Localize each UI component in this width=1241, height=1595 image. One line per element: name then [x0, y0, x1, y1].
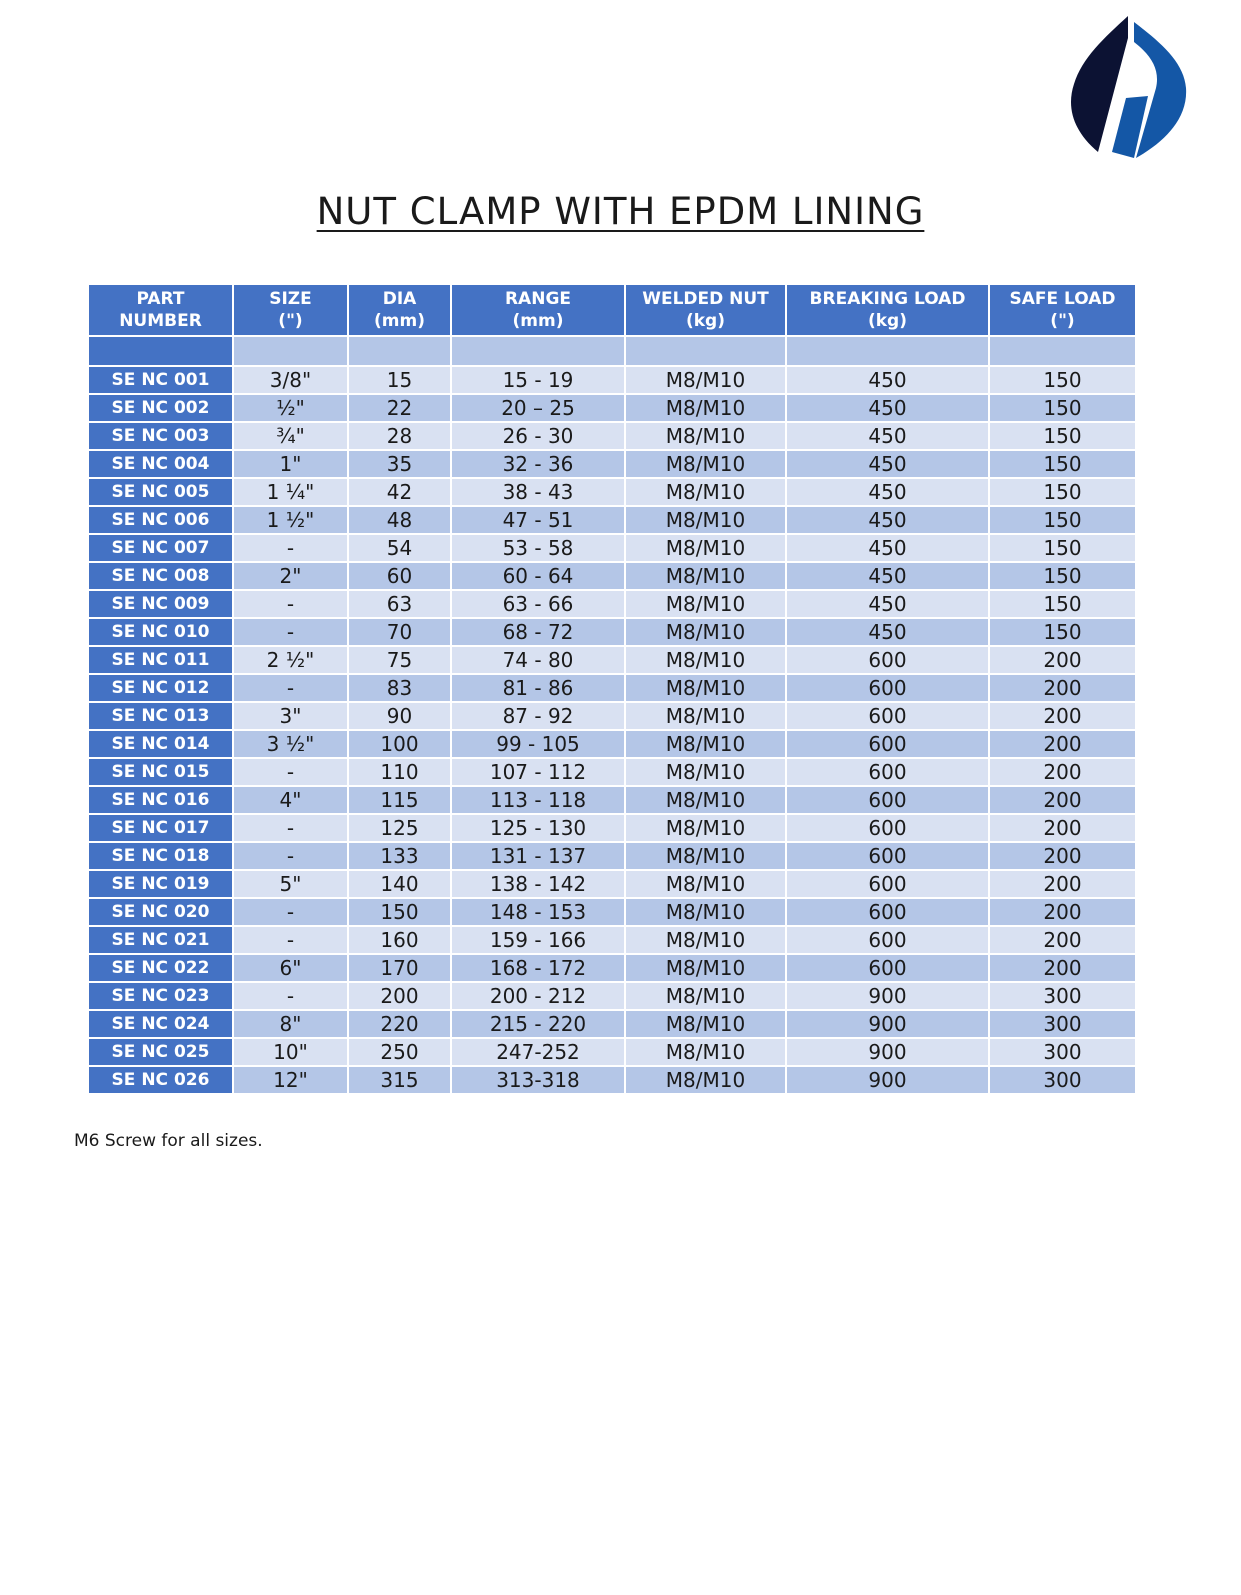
part-number-cell: SE NC 016	[88, 786, 233, 814]
part-number-cell: SE NC 004	[88, 450, 233, 478]
breaking-load-cell: 600	[786, 870, 989, 898]
table-row	[88, 702, 1136, 730]
table-row	[88, 786, 1136, 814]
breaking-load-cell: 600	[786, 842, 989, 870]
table-row	[88, 450, 1136, 478]
safe-load-cell: 200	[989, 758, 1136, 786]
breaking-load-cell: 450	[786, 590, 989, 618]
dia-cell: 42	[348, 478, 451, 506]
part-number-cell: SE NC 020	[88, 898, 233, 926]
dia-cell: 63	[348, 590, 451, 618]
column-header-line1: RANGE	[504, 289, 572, 309]
safe-load-cell: 150	[989, 478, 1136, 506]
column-header-line2: (mm)	[374, 311, 425, 331]
safe-load-cell: 150	[989, 422, 1136, 450]
table-row	[88, 674, 1136, 702]
welded-nut-cell: M8/M10	[625, 842, 786, 870]
column-header-line1: SIZE	[269, 289, 312, 309]
welded-nut-cell: M8/M10	[625, 618, 786, 646]
welded-nut-cell: M8/M10	[625, 674, 786, 702]
breaking-load-cell: 600	[786, 926, 989, 954]
dia-cell: 15	[348, 366, 451, 394]
safe-load-cell: 300	[989, 982, 1136, 1010]
dia-cell: 90	[348, 702, 451, 730]
welded-nut-cell: M8/M10	[625, 366, 786, 394]
size-cell: -	[233, 842, 348, 870]
part-number-cell: SE NC 013	[88, 702, 233, 730]
part-number-cell: SE NC 017	[88, 814, 233, 842]
range-cell: 200 - 212	[451, 982, 625, 1010]
dia-cell: 22	[348, 394, 451, 422]
breaking-load-cell: 450	[786, 366, 989, 394]
range-cell: 68 - 72	[451, 618, 625, 646]
welded-nut-cell: M8/M10	[625, 1038, 786, 1066]
welded-nut-cell: M8/M10	[625, 870, 786, 898]
size-cell: 2"	[233, 562, 348, 590]
dia-cell: 315	[348, 1066, 451, 1094]
dia-cell: 133	[348, 842, 451, 870]
table-row	[88, 534, 1136, 562]
breaking-load-cell: 450	[786, 562, 989, 590]
welded-nut-cell: M8/M10	[625, 1066, 786, 1094]
table-row	[88, 366, 1136, 394]
column-header	[625, 284, 786, 336]
size-cell: 10"	[233, 1038, 348, 1066]
welded-nut-cell: M8/M10	[625, 786, 786, 814]
size-cell: ½"	[233, 394, 348, 422]
breaking-load-cell: 600	[786, 898, 989, 926]
table-row	[88, 590, 1136, 618]
table-row	[88, 394, 1136, 422]
dia-cell: 115	[348, 786, 451, 814]
safe-load-cell: 150	[989, 562, 1136, 590]
part-number-cell: SE NC 024	[88, 1010, 233, 1038]
breaking-load-cell: 600	[786, 674, 989, 702]
table-header-row	[88, 284, 1136, 336]
dia-cell: 48	[348, 506, 451, 534]
size-cell: 8"	[233, 1010, 348, 1038]
table-row	[88, 1010, 1136, 1038]
column-header-line2: (")	[278, 311, 303, 331]
range-cell: 26 - 30	[451, 422, 625, 450]
size-cell: 1 ¼"	[233, 478, 348, 506]
table-row	[88, 506, 1136, 534]
range-cell: 81 - 86	[451, 674, 625, 702]
safe-load-cell: 300	[989, 1038, 1136, 1066]
welded-nut-cell: M8/M10	[625, 702, 786, 730]
range-cell: 107 - 112	[451, 758, 625, 786]
breaking-load-cell: 600	[786, 758, 989, 786]
range-cell: 87 - 92	[451, 702, 625, 730]
safe-load-cell: 150	[989, 506, 1136, 534]
range-cell: 63 - 66	[451, 590, 625, 618]
dia-cell: 220	[348, 1010, 451, 1038]
part-number-cell: SE NC 007	[88, 534, 233, 562]
safe-load-cell: 200	[989, 814, 1136, 842]
range-cell: 15 - 19	[451, 366, 625, 394]
breaking-load-cell: 600	[786, 954, 989, 982]
table-row	[88, 478, 1136, 506]
part-number-cell: SE NC 022	[88, 954, 233, 982]
table-row	[88, 758, 1136, 786]
size-cell: -	[233, 590, 348, 618]
welded-nut-cell: M8/M10	[625, 758, 786, 786]
breaking-load-cell: 450	[786, 450, 989, 478]
breaking-load-cell: 900	[786, 1038, 989, 1066]
safe-load-cell: 300	[989, 1066, 1136, 1094]
part-number-cell: SE NC 002	[88, 394, 233, 422]
range-cell: 53 - 58	[451, 534, 625, 562]
dia-cell: 83	[348, 674, 451, 702]
table-row	[88, 954, 1136, 982]
part-number-cell: SE NC 003	[88, 422, 233, 450]
welded-nut-cell: M8/M10	[625, 422, 786, 450]
table-row	[88, 814, 1136, 842]
welded-nut-cell: M8/M10	[625, 814, 786, 842]
range-cell: 99 - 105	[451, 730, 625, 758]
dia-cell: 160	[348, 926, 451, 954]
size-cell: -	[233, 618, 348, 646]
size-cell: -	[233, 982, 348, 1010]
size-cell: ¾"	[233, 422, 348, 450]
column-header-line2: (kg)	[867, 311, 907, 331]
dia-cell: 35	[348, 450, 451, 478]
safe-load-cell: 150	[989, 590, 1136, 618]
range-cell: 74 - 80	[451, 646, 625, 674]
safe-load-cell: 150	[989, 534, 1136, 562]
part-number-cell: SE NC 008	[88, 562, 233, 590]
column-header-line2: (mm)	[512, 311, 564, 331]
breaking-load-cell: 450	[786, 618, 989, 646]
range-cell: 113 - 118	[451, 786, 625, 814]
column-header-line1: PART	[136, 289, 185, 309]
footnote: M6 Screw for all sizes.	[74, 1131, 263, 1151]
part-number-cell: SE NC 012	[88, 674, 233, 702]
welded-nut-cell: M8/M10	[625, 590, 786, 618]
welded-nut-cell: M8/M10	[625, 506, 786, 534]
size-cell: -	[233, 534, 348, 562]
range-cell: 159 - 166	[451, 926, 625, 954]
table-row	[88, 1066, 1136, 1094]
column-header-line1: WELDED NUT	[642, 289, 769, 309]
range-cell: 168 - 172	[451, 954, 625, 982]
size-cell: 1"	[233, 450, 348, 478]
column-header	[88, 284, 233, 336]
welded-nut-cell: M8/M10	[625, 450, 786, 478]
dia-cell: 140	[348, 870, 451, 898]
size-cell: -	[233, 674, 348, 702]
safe-load-cell: 200	[989, 954, 1136, 982]
table-row	[88, 422, 1136, 450]
dia-cell: 125	[348, 814, 451, 842]
welded-nut-cell: M8/M10	[625, 1010, 786, 1038]
safe-load-cell: 150	[989, 618, 1136, 646]
welded-nut-cell: M8/M10	[625, 478, 786, 506]
breaking-load-cell: 600	[786, 646, 989, 674]
breaking-load-cell: 600	[786, 786, 989, 814]
range-cell: 215 - 220	[451, 1010, 625, 1038]
welded-nut-cell: M8/M10	[625, 730, 786, 758]
range-cell: 20 – 25	[451, 394, 625, 422]
part-number-cell: SE NC 009	[88, 590, 233, 618]
table-row	[88, 618, 1136, 646]
welded-nut-cell: M8/M10	[625, 394, 786, 422]
size-cell: 12"	[233, 1066, 348, 1094]
breaking-load-cell: 450	[786, 394, 989, 422]
breaking-load-cell: 900	[786, 1010, 989, 1038]
safe-load-cell: 200	[989, 702, 1136, 730]
dia-cell: 28	[348, 422, 451, 450]
table-row	[88, 646, 1136, 674]
dia-cell: 60	[348, 562, 451, 590]
range-cell: 32 - 36	[451, 450, 625, 478]
breaking-load-cell: 450	[786, 534, 989, 562]
safe-load-cell: 200	[989, 926, 1136, 954]
dia-cell: 75	[348, 646, 451, 674]
dia-cell: 250	[348, 1038, 451, 1066]
dia-cell: 70	[348, 618, 451, 646]
part-number-cell: SE NC 026	[88, 1066, 233, 1094]
safe-load-cell: 200	[989, 898, 1136, 926]
page-title: NUT CLAMP WITH EPDM LINING	[316, 190, 925, 233]
table-spacer-row	[88, 336, 1136, 366]
size-cell: -	[233, 926, 348, 954]
spec-table	[87, 283, 1137, 1095]
size-cell: -	[233, 758, 348, 786]
breaking-load-cell: 450	[786, 422, 989, 450]
column-header-line1: DIA	[382, 289, 417, 309]
size-cell: 5"	[233, 870, 348, 898]
table-row	[88, 562, 1136, 590]
size-cell: 3/8"	[233, 366, 348, 394]
dia-cell: 170	[348, 954, 451, 982]
range-cell: 125 - 130	[451, 814, 625, 842]
safe-load-cell: 200	[989, 730, 1136, 758]
size-cell: 3 ½"	[233, 730, 348, 758]
dia-cell: 110	[348, 758, 451, 786]
part-number-cell: SE NC 018	[88, 842, 233, 870]
range-cell: 131 - 137	[451, 842, 625, 870]
part-number-cell: SE NC 011	[88, 646, 233, 674]
dia-cell: 100	[348, 730, 451, 758]
column-header-line1: BREAKING LOAD	[809, 289, 966, 309]
part-number-cell: SE NC 015	[88, 758, 233, 786]
breaking-load-cell: 450	[786, 478, 989, 506]
column-header	[451, 284, 625, 336]
table-row	[88, 842, 1136, 870]
welded-nut-cell: M8/M10	[625, 562, 786, 590]
range-cell: 247-252	[451, 1038, 625, 1066]
part-number-cell: SE NC 001	[88, 366, 233, 394]
safe-load-cell: 150	[989, 366, 1136, 394]
table-row	[88, 898, 1136, 926]
range-cell: 47 - 51	[451, 506, 625, 534]
size-cell: -	[233, 814, 348, 842]
safe-load-cell: 200	[989, 786, 1136, 814]
size-cell: -	[233, 898, 348, 926]
safe-load-cell: 150	[989, 394, 1136, 422]
safe-load-cell: 200	[989, 646, 1136, 674]
table-row	[88, 730, 1136, 758]
breaking-load-cell: 900	[786, 1066, 989, 1094]
range-cell: 38 - 43	[451, 478, 625, 506]
size-cell: 1 ½"	[233, 506, 348, 534]
part-number-cell: SE NC 025	[88, 1038, 233, 1066]
part-number-cell: SE NC 021	[88, 926, 233, 954]
column-header-line2: (kg)	[685, 311, 725, 331]
welded-nut-cell: M8/M10	[625, 926, 786, 954]
range-cell: 60 - 64	[451, 562, 625, 590]
safe-load-cell: 300	[989, 1010, 1136, 1038]
range-cell: 313-318	[451, 1066, 625, 1094]
welded-nut-cell: M8/M10	[625, 898, 786, 926]
column-header-line1: SAFE LOAD	[1009, 289, 1116, 309]
dia-cell: 54	[348, 534, 451, 562]
breaking-load-cell: 900	[786, 982, 989, 1010]
breaking-load-cell: 600	[786, 702, 989, 730]
safe-load-cell: 150	[989, 450, 1136, 478]
welded-nut-cell: M8/M10	[625, 646, 786, 674]
column-header-line2: NUMBER	[119, 311, 202, 331]
column-header	[233, 284, 348, 336]
welded-nut-cell: M8/M10	[625, 982, 786, 1010]
range-cell: 138 - 142	[451, 870, 625, 898]
dia-cell: 200	[348, 982, 451, 1010]
part-number-cell: SE NC 019	[88, 870, 233, 898]
breaking-load-cell: 600	[786, 730, 989, 758]
part-number-cell: SE NC 010	[88, 618, 233, 646]
breaking-load-cell: 450	[786, 506, 989, 534]
range-cell: 148 - 153	[451, 898, 625, 926]
table-row	[88, 1038, 1136, 1066]
welded-nut-cell: M8/M10	[625, 534, 786, 562]
dia-cell: 150	[348, 898, 451, 926]
table-row	[88, 982, 1136, 1010]
part-number-cell: SE NC 005	[88, 478, 233, 506]
size-cell: 3"	[233, 702, 348, 730]
column-header-line2: (")	[1050, 311, 1075, 331]
safe-load-cell: 200	[989, 674, 1136, 702]
safe-load-cell: 200	[989, 842, 1136, 870]
part-number-cell: SE NC 006	[88, 506, 233, 534]
part-number-cell: SE NC 023	[88, 982, 233, 1010]
table-row	[88, 870, 1136, 898]
size-cell: 4"	[233, 786, 348, 814]
welded-nut-cell: M8/M10	[625, 954, 786, 982]
column-header	[989, 284, 1136, 336]
table-row	[88, 926, 1136, 954]
column-header	[348, 284, 451, 336]
part-number-cell: SE NC 014	[88, 730, 233, 758]
size-cell: 6"	[233, 954, 348, 982]
safe-load-cell: 200	[989, 870, 1136, 898]
size-cell: 2 ½"	[233, 646, 348, 674]
column-header	[786, 284, 989, 336]
breaking-load-cell: 600	[786, 814, 989, 842]
company-logo-icon	[1064, 12, 1190, 160]
